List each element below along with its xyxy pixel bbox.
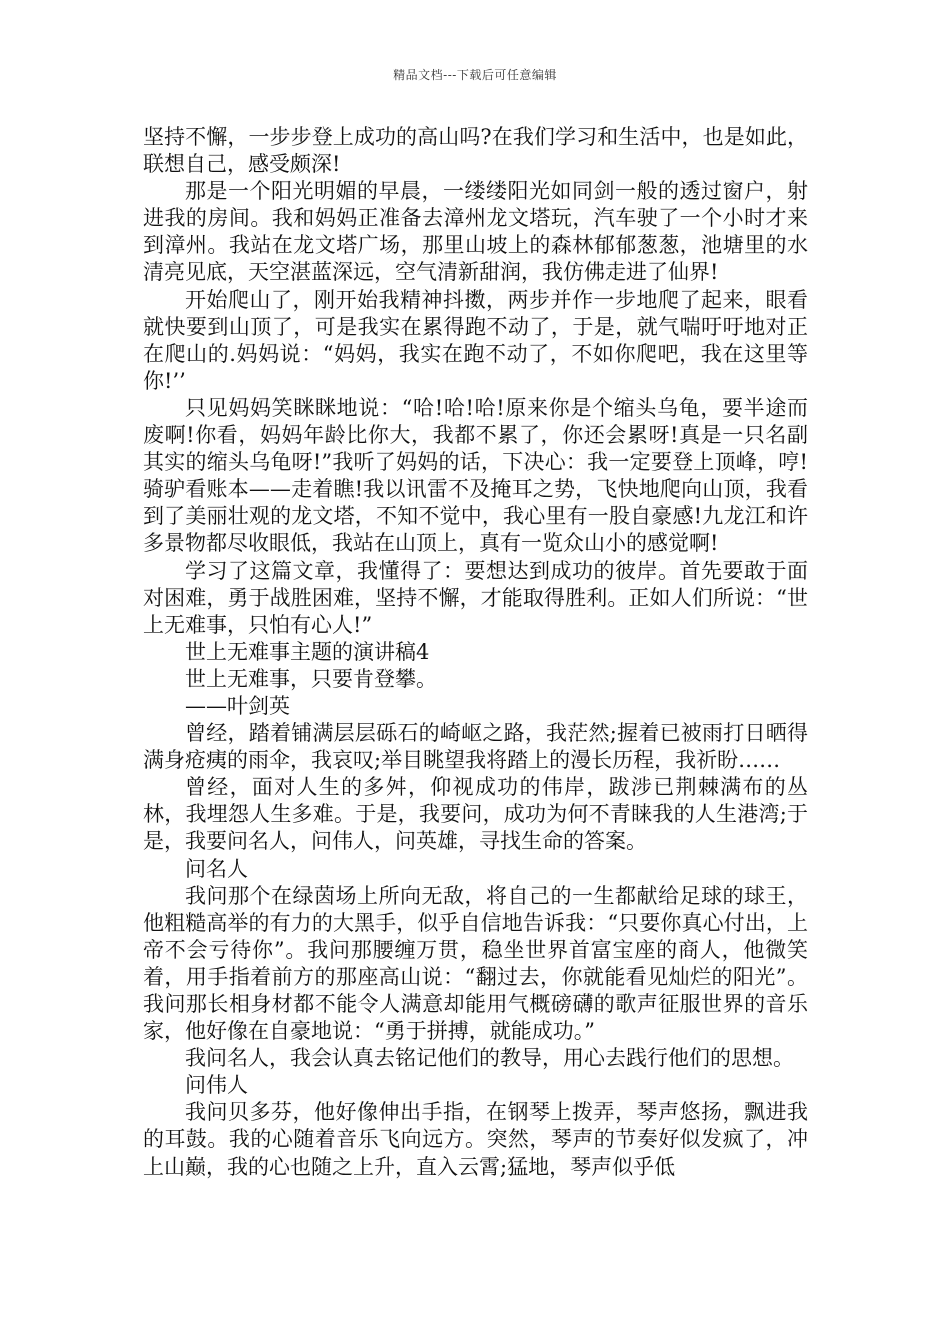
- paragraph: 坚持不懈，一步步登上成功的高山吗?在我们学习和生活中，也是如此，联想自己，感受颇深!: [143, 125, 808, 177]
- paragraph: 那是一个阳光明媚的早晨，一缕缕阳光如同剑一般的透过窗户，射进我的房间。我和妈妈正准备去漳州龙文塔玩，汽车驶了一个小时才来到漳州。我站在龙文塔广场，那里山坡上的森林郁郁葱葱，池塘里的水清亮见底，天空湛蓝深远，空气清新甜润，我仿佛走进了仙界!: [143, 179, 808, 285]
- paragraph: 我问名人，我会认真去铭记他们的教导，用心去践行他们的思想。: [185, 1046, 794, 1071]
- quote-line: 世上无难事，只要肯登攀。: [185, 666, 437, 691]
- paragraph: 只见妈妈笑眯眯地说：“哈!哈!哈!原来你是个缩头乌龟，要半途而废啊!你看，妈妈年龄比你大，我都不累了，你还会累呀!真是一只名副其实的缩头乌龟呀!”我听了妈妈的话，下决心：我一定要登上顶峰，哼!骑驴看账本——走着瞧!我以讯雷不及掩耳之势，飞快地爬向山顶，我看到了美丽壮观的龙文塔，不知不觉中，我心里有一股自豪感!九龙江和许多景物都尽收眼低，我站在山顶上，真有一览众山小的感觉啊!: [143, 395, 808, 556]
- subheading: 问伟人: [185, 1073, 248, 1098]
- section-title: 世上无难事主题的演讲稿4: [185, 639, 430, 664]
- paragraph: 曾经，面对人生的多舛，仰视成功的伟岸，跋涉已荆棘满布的丛林，我埋怨人生多难。于是，我要问，成功为何不青睐我的人生港湾;于是，我要问名人，问伟人，问英雄，寻找生命的答案。: [143, 775, 808, 854]
- paragraph: 我问那个在绿茵场上所向无敌，将自己的一生都献给足球的球王，他粗糙高举的有力的大黑手，似乎自信地告诉我：“只要你真心付出，上帝不会亏待你”。我问那腰缠万贯，稳坐世界首富宝座的商人，他微笑着，用手指着前方的那座高山说：“翻过去，你就能看见灿烂的阳光”。我问那长相身材都不能令人满意却能用气概磅礴的歌声征服世界的音乐家，他好像在自豪地说：“勇于拼搏，就能成功。”: [143, 883, 808, 1044]
- paragraph: 开始爬山了，刚开始我精神抖擞，两步并作一步地爬了起来，眼看就快要到山顶了，可是我实在累得跑不动了，于是，就气喘吁吁地对正在爬山的.妈妈说：“妈妈，我实在跑不动了，不如你爬吧，我在这里等你!’’: [143, 287, 808, 393]
- document-body: [143, 124, 808, 1181]
- subheading: 问名人: [185, 856, 248, 881]
- page-header: 精品文档---下载后可任意编辑: [393, 68, 557, 82]
- paragraph: 曾经，踏着铺满层层砾石的崎岖之路，我茫然;握着已被雨打日晒得满身疮痍的雨伞，我哀叹;举目眺望我将踏上的漫长历程，我祈盼……: [143, 721, 808, 773]
- paragraph: 我问贝多芬，他好像伸出手指，在钢琴上拨弄，琴声悠扬，飘进我的耳鼓。我的心随着音乐飞向远方。突然，琴声的节奏好似发疯了，冲上山巅，我的心也随之上升，直入云霄;猛地，琴声似乎低: [143, 1100, 808, 1179]
- quote-attribution: ——叶剑英: [185, 693, 290, 718]
- paragraph: 学习了这篇文章，我懂得了：要想达到成功的彼岸。首先要敢于面对困难，勇于战胜困难，坚持不懈，才能取得胜利。正如人们所说：“世上无难事，只怕有心人!”: [143, 558, 808, 637]
